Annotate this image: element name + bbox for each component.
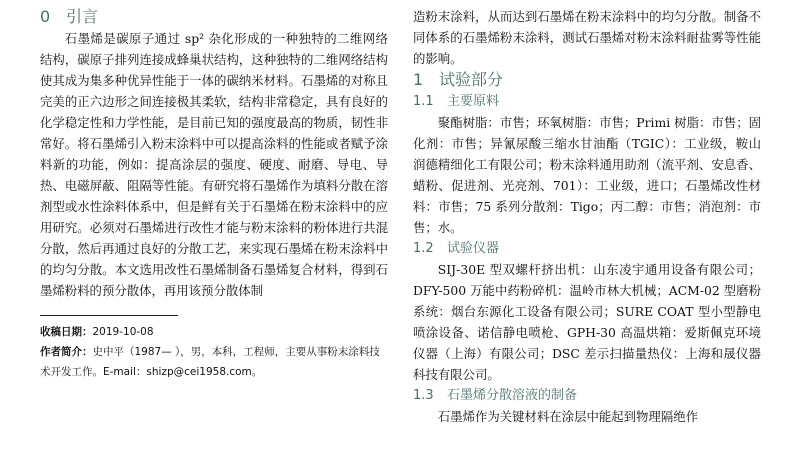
author-label: 作者简介： [40, 346, 93, 358]
intro-continued-paragraph: 造粉末涂料，从而达到石墨烯在粉末涂料中的均匀分散。制备不同体系的石墨烯粉末涂料，测试石墨烯对粉末涂料耐盐雾等性能的影响。 [413, 9, 761, 66]
section-0-number: 0 [40, 7, 51, 26]
received-label: 收稿日期： [40, 326, 93, 338]
section-1-1-number: 1.1 [413, 94, 434, 109]
section-1-title: 试验部分 [439, 70, 504, 89]
author-text: 史中平（1987— ），男，本科，工程师，主要从事粉末涂料技术开发工作。E-mail：shizp@cei1958.com。 [40, 346, 380, 378]
left-column [40, 6, 388, 382]
author-note [40, 342, 388, 382]
section-0-heading [40, 6, 388, 28]
section-1-2-number: 1.2 [413, 241, 434, 256]
materials-paragraph: 聚酯树脂：市售；环氧树脂：市售；Primi 树脂：市售；固化剂：市售；异氰尿酸三缩水甘油酯（TGIC）：工业级，鞍山润德精细化工有限公司；粉末涂料通用助剂（流平剂、安息香、蜡粉、促进剂、光亮剂、701）：工业级，进口；石墨烯改性材料：市售；75 系列分散剂：Tigo；丙二醇：市售；消泡剂：市售；水。 [413, 115, 761, 235]
section-0-title: 引言 [66, 7, 99, 26]
received-date: 2019-10-08 [92, 326, 154, 338]
section-1-heading [413, 69, 761, 91]
footnote-rule [40, 315, 178, 316]
section-1-2-title: 试验仪器 [447, 241, 500, 256]
intro-paragraph: 石墨烯是碳原子通过 sp² 杂化形成的一种独特的二维网络结构，碳原子排列连接成蜂巢状结构，这种独特的二维网络结构使其成为集多种优异性能于一体的碳纳米材料。石墨烯的对称且完美的正六边形之间连接极其柔软，结构非常稳定，具有良好的化学稳定性和力学性能，是目前已知的强度最高的物质，韧性非常好。将石墨烯引入粉末涂料中可以提高涂料的性能或者赋予涂料新的功能，例如：提高涂层的强度、硬度、耐磨、导电、导热、电磁屏蔽、阻隔等性能。有研究将石墨烯作为填料分散在溶剂型或水性涂料体系中，但是鲜有关于石墨烯在粉末涂料中的应用研究。必须对石墨烯进行改性才能与粉末涂料的粉体进行共混分散，然后再通过良好的分散工艺，来实现石墨烯在粉末涂料中的均匀分散。本文选用改性石墨烯制备石墨烯复合材料，得到石墨烯粉料的预分散体，再用该预分散体制 [40, 31, 388, 298]
instruments-paragraph: SIJ-30E 型双螺杆挤出机：山东凌宇通用设备有限公司；DFY-500 万能中药粉碎机：温岭市林大机械；ACM-02 型磨粉系统：烟台东源化工设备有限公司；SURE COAT 型小型静电喷涂设备、诺信静电喷枪、GPH-30 高温烘箱：爱斯佩克环境仪器（上海）有限公司；DSC 差示扫描量热仪：上海和晟仪器科技有限公司。 [413, 262, 761, 382]
section-1-1-title: 主要原料 [447, 94, 500, 109]
section-1-1-heading [413, 91, 761, 112]
section-1-number: 1 [413, 70, 424, 89]
section-1-3-heading [413, 385, 761, 406]
section-1-3-title: 石墨烯分散溶液的制备 [447, 388, 578, 403]
section-1-3-number: 1.3 [413, 388, 434, 403]
section-1-2-heading [413, 238, 761, 259]
received-date-note [40, 322, 388, 342]
right-column [413, 6, 761, 427]
section-1-3-paragraph: 石墨烯作为关键材料在涂层中能起到物理隔绝作 [437, 409, 698, 424]
